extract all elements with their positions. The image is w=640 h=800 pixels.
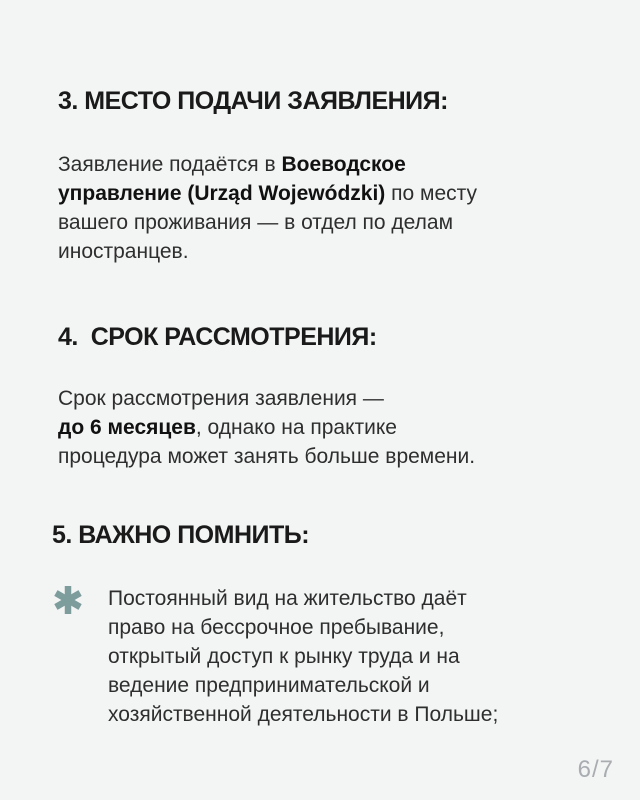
text-line: открытый доступ к рынку труда и на — [108, 645, 460, 668]
text-line: хозяйственной деятельности в Польше; — [108, 703, 499, 726]
text-line: вашего проживания — в отдел по делам — [58, 211, 454, 234]
text-line: иностранцев. — [58, 240, 189, 263]
text-line: управление (Urząd Wojewódzki) по месту — [58, 182, 478, 205]
section-text-important — [108, 584, 498, 729]
section-text-term — [58, 384, 475, 471]
text-line: Заявление подаётся в Воеводское — [58, 153, 406, 176]
asterisk-icon — [52, 584, 84, 616]
text-line: Постоянный вид на жительство даёт — [108, 587, 467, 610]
page-indicator: 6/7 — [577, 756, 614, 783]
section-heading-place: 3. МЕСТО ПОДАЧИ ЗАЯВЛЕНИЯ: — [58, 87, 448, 115]
section-heading-important: 5. ВАЖНО ПОМНИТЬ: — [52, 521, 310, 549]
text-line: до 6 месяцев, однако на практике — [58, 416, 397, 439]
text-line: процедура может занять больше времени. — [58, 445, 476, 468]
section-text-place — [58, 150, 477, 266]
text-line: Срок рассмотрения заявления — — [58, 387, 384, 410]
section-heading-term: 4. СРОК РАССМОТРЕНИЯ: — [58, 323, 377, 351]
text-line: ведение предпринимательской и — [108, 674, 430, 697]
text-line: право на бессрочное пребывание, — [108, 616, 445, 639]
